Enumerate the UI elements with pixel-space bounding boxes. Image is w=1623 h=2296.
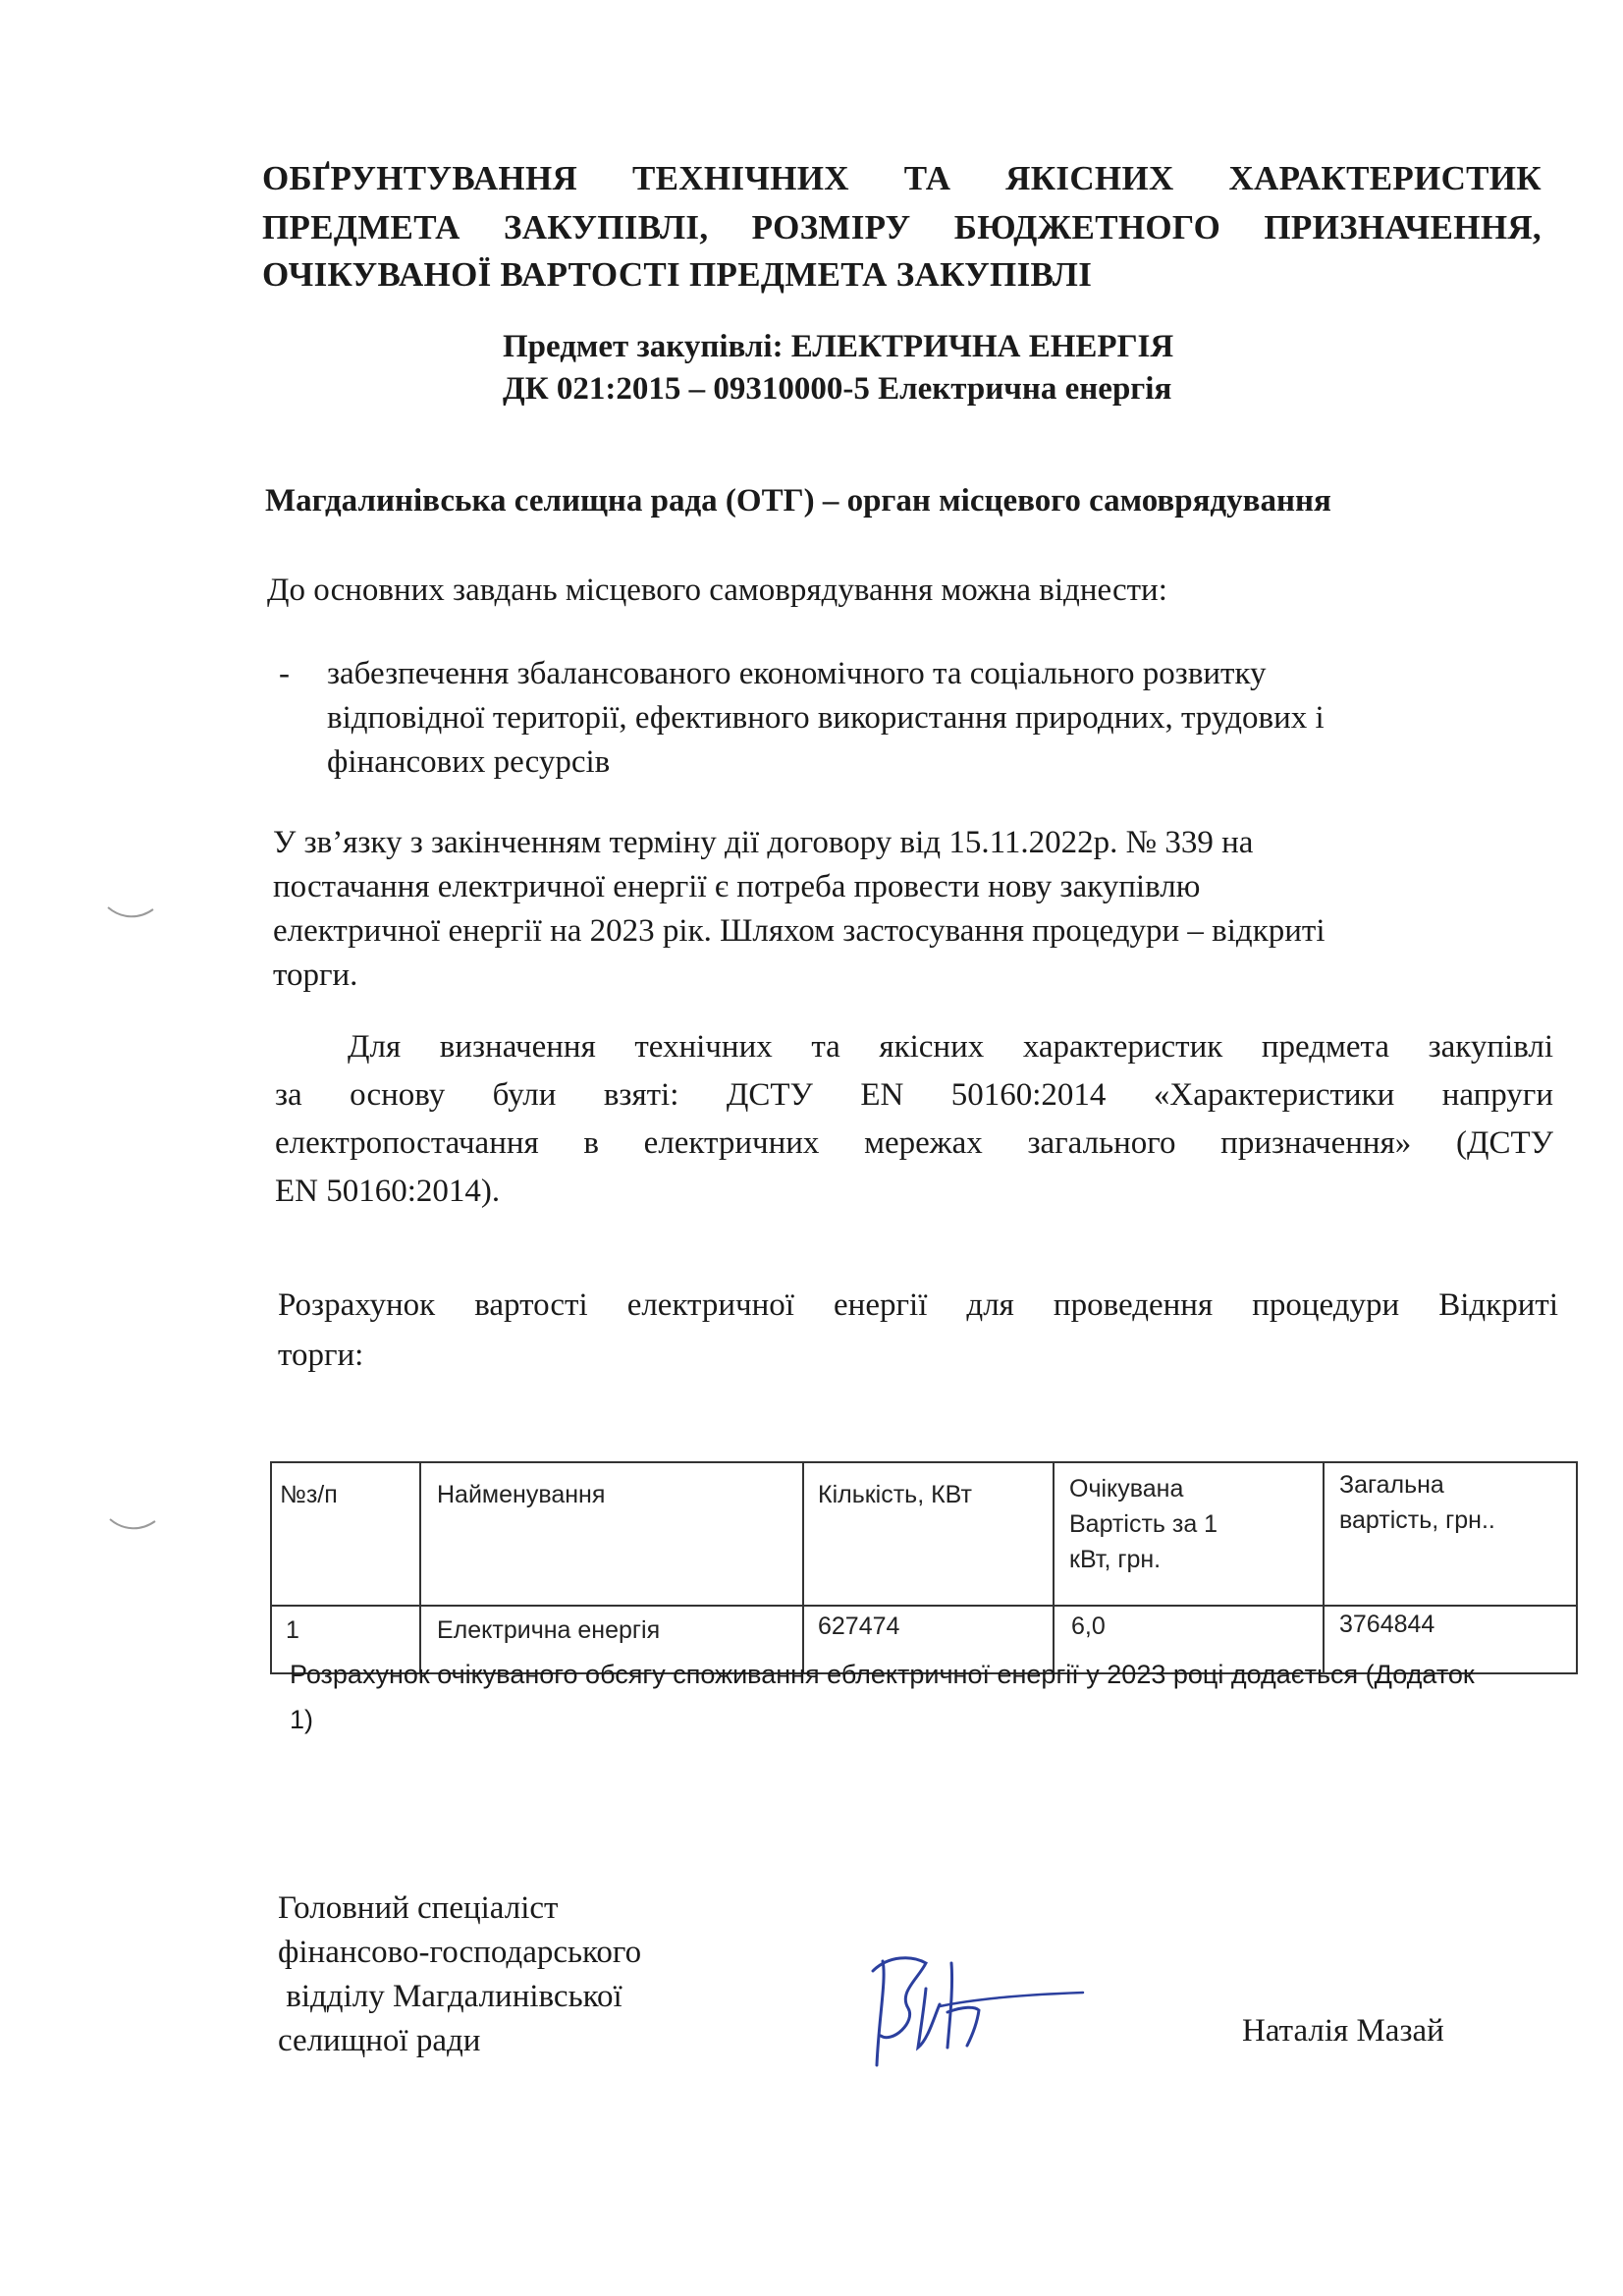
procurement-subject: Предмет закупівлі: ЕЛЕКТРИЧНА ЕНЕРГІЯ <box>503 329 1174 364</box>
bullet-marker: - <box>279 656 290 691</box>
tasks-intro: До основних завдань місцевого самоврядування можна віднести: <box>267 573 1167 608</box>
document-title-line-3: ОЧІКУВАНОЇ ВАРТОСТІ ПРЕДМЕТА ЗАКУПІВЛІ <box>262 255 1093 294</box>
signatory-position-line-2: фінансово-господарського <box>278 1935 642 1970</box>
organization-heading: Магдалинівська селищна рада (ОТГ) – орган місцевого самоврядування <box>265 483 1331 519</box>
contract-paragraph-line-3: електричної енергії на 2023 рік. Шляхом застосування процедури – відкриті <box>273 913 1325 949</box>
document-title-line-2: ПРЕДМЕТА ЗАКУПІВЛІ, РОЗМІРУ БЮДЖЕТНОГО ПРИЗНАЧЕННЯ, <box>262 208 1542 246</box>
appendix-note-line-2: 1) <box>290 1705 314 1734</box>
document-title-line-1: ОБҐРУНТУВАННЯ ТЕХНІЧНИХ ТА ЯКІСНИХ ХАРАКТЕРИСТИК <box>262 159 1542 197</box>
cost-table <box>270 1461 1578 1674</box>
scan-mark <box>108 1515 157 1535</box>
signatory-name: Наталія Мазай <box>1242 2013 1444 2049</box>
row-quantity: 627474 <box>818 1613 900 1640</box>
table-divider <box>419 1463 421 1672</box>
row-num: 1 <box>286 1616 299 1644</box>
contract-paragraph-line-4: торги. <box>273 957 358 993</box>
table-divider <box>802 1463 804 1672</box>
header-unit-price-line-3: кВт, грн. <box>1069 1546 1162 1573</box>
table-divider <box>1323 1463 1325 1672</box>
header-quantity: Кількість, КВт <box>818 1481 972 1508</box>
scan-mark <box>106 903 155 923</box>
bullet-text-line-3: фінансових ресурсів <box>327 744 611 780</box>
bullet-text-line-1: забезпечення збалансованого економічного та соціального розвитку <box>327 656 1267 691</box>
contract-paragraph-line-2: постачання електричної енергії є потреба провести нову закупівлю <box>273 869 1201 904</box>
signatory-position-line-4: селищної ради <box>278 2023 481 2058</box>
standards-paragraph-line-2: за основу були взяті: ДСТУ EN 50160:2014 «Характеристики напруги <box>275 1077 1553 1113</box>
calculation-intro-line-1: Розрахунок вартості електричної енергії для проведення процедури Відкриті <box>278 1287 1558 1323</box>
header-name: Найменування <box>437 1481 606 1508</box>
standards-paragraph-line-4: EN 50160:2014). <box>275 1174 501 1209</box>
header-total-line-1: Загальна <box>1339 1471 1444 1499</box>
header-unit-price-line-2: Вартість за 1 <box>1069 1510 1218 1538</box>
appendix-note-line-1: Розрахунок очікуваного обсягу споживання еблектричної енергії у 2023 році додається (Додаток <box>290 1660 1475 1689</box>
header-num: №з/п <box>280 1481 338 1508</box>
header-unit-price-line-1: Очікувана <box>1069 1475 1184 1503</box>
signatory-position-line-3: відділу Магдалинівської <box>278 1979 622 2014</box>
bullet-text-line-2: відповідної території, ефективного використання природних, трудових і <box>327 700 1325 736</box>
handwritten-signature <box>869 1949 1095 2087</box>
row-name: Електрична енергія <box>437 1616 661 1644</box>
standards-paragraph-line-3: електропостачання в електричних мережах загального призначення» (ДСТУ <box>275 1125 1553 1161</box>
signatory-position-line-1: Головний спеціаліст <box>278 1890 559 1926</box>
calculation-intro-line-2: торги: <box>278 1338 364 1373</box>
header-total-line-2: вартість, грн.. <box>1339 1506 1495 1534</box>
row-total: 3764844 <box>1339 1611 1435 1638</box>
row-unit-price: 6,0 <box>1071 1613 1106 1640</box>
procurement-code: ДК 021:2015 – 09310000-5 Електрична енергія <box>503 371 1172 407</box>
table-divider <box>1053 1463 1055 1672</box>
standards-paragraph-line-1: Для визначення технічних та якісних характеристик предмета закупівлі <box>348 1029 1553 1065</box>
contract-paragraph-line-1: У зв’язку з закінченням терміну дії договору від 15.11.2022р. № 339 на <box>273 825 1254 860</box>
